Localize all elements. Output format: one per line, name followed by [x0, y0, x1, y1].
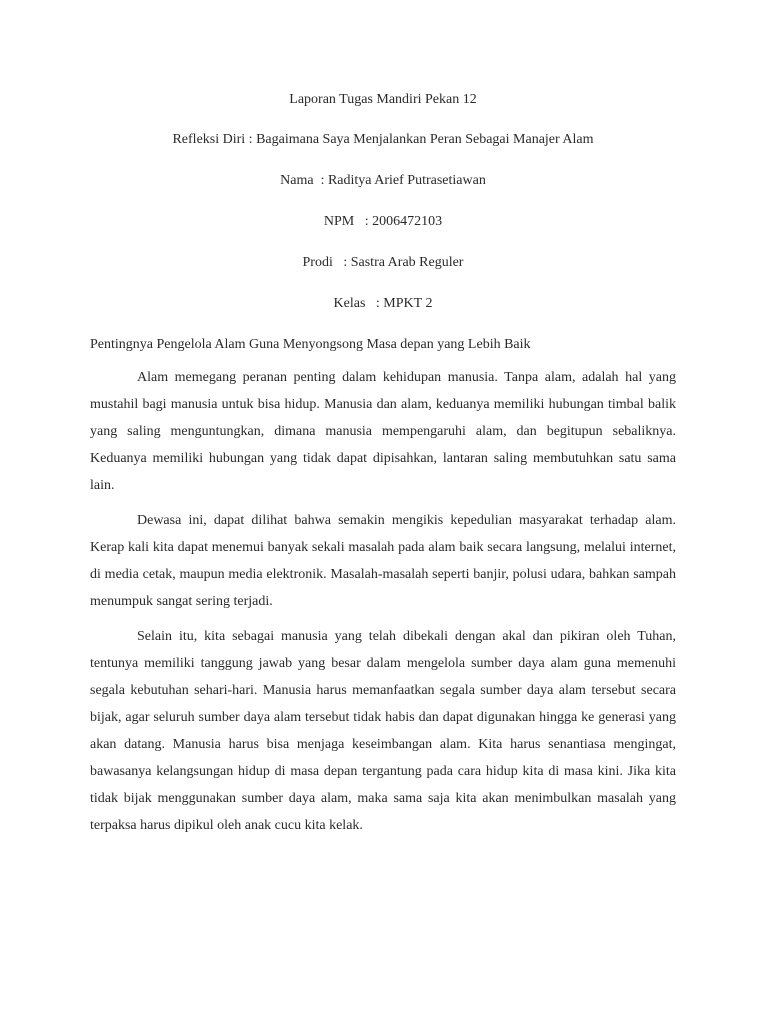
section-title: Pentingnya Pengelola Alam Guna Menyongsong Masa depan yang Lebih Baik [90, 337, 531, 352]
author-name: Nama : Raditya Arief Putrasetiawan [280, 173, 486, 188]
paragraph-3: Selain itu, kita sebagai manusia yang telah dibekali dengan akal dan pikiran oleh Tuhan, tentunya memiliki tanggung jawab yang besar dalam mengelola sumber daya alam guna memenuhi segala kebutuhan sehari-hari. Manusia harus memanfaatkan segala sumber daya alam tersebut secara bijak, agar seluruh sumber daya alam tersebut tidak habis dan dapat digunakan hingga ke generasi yang akan datang. Manusia harus bisa menjaga keseimbangan alam. Kita harus senantiasa mengingat, bawasanya kelangsungan hidup di masa depan tergantung pada cara hidup kita di masa kini. Jika kita tidak bijak menggunakan sumber daya alam, maka sama saja kita akan menimbulkan masalah yang terpaksa harus dipikul oleh anak cucu kita kelak. [90, 629, 676, 833]
study-program: Prodi : Sastra Arab Reguler [302, 255, 464, 270]
student-npm: NPM : 2006472103 [323, 214, 443, 229]
paragraph-2: Dewasa ini, dapat dilihat bahwa semakin mengikis kepedulian masyarakat terhadap alam. Kerap kali kita dapat menemui banyak sekali masalah pada alam baik secara langsung, melalui internet, di media cetak, maupun media elektronik. Masalah-masalah seperti banjir, polusi udara, bahkan sampah menumpuk sangat sering terjadi. [90, 513, 676, 609]
class-name: Kelas : MPKT 2 [333, 296, 433, 311]
report-title: Laporan Tugas Mandiri Pekan 12 [289, 92, 477, 107]
reflection-title: Refleksi Diri : Bagaimana Saya Menjalankan Peran Sebagai Manajer Alam [172, 132, 594, 147]
paragraph-1: Alam memegang peranan penting dalam kehidupan manusia. Tanpa alam, adalah hal yang mustahil bagi manusia untuk bisa hidup. Manusia dan alam, keduanya memiliki hubungan timbal balik yang saling menguntungkan, dimana manusia mempengaruhi alam, dan begitupun sebaliknya. Keduanya memiliki hubungan yang tidak dapat dipisahkan, lantaran saling membutuhkan satu sama lain. [90, 370, 676, 493]
